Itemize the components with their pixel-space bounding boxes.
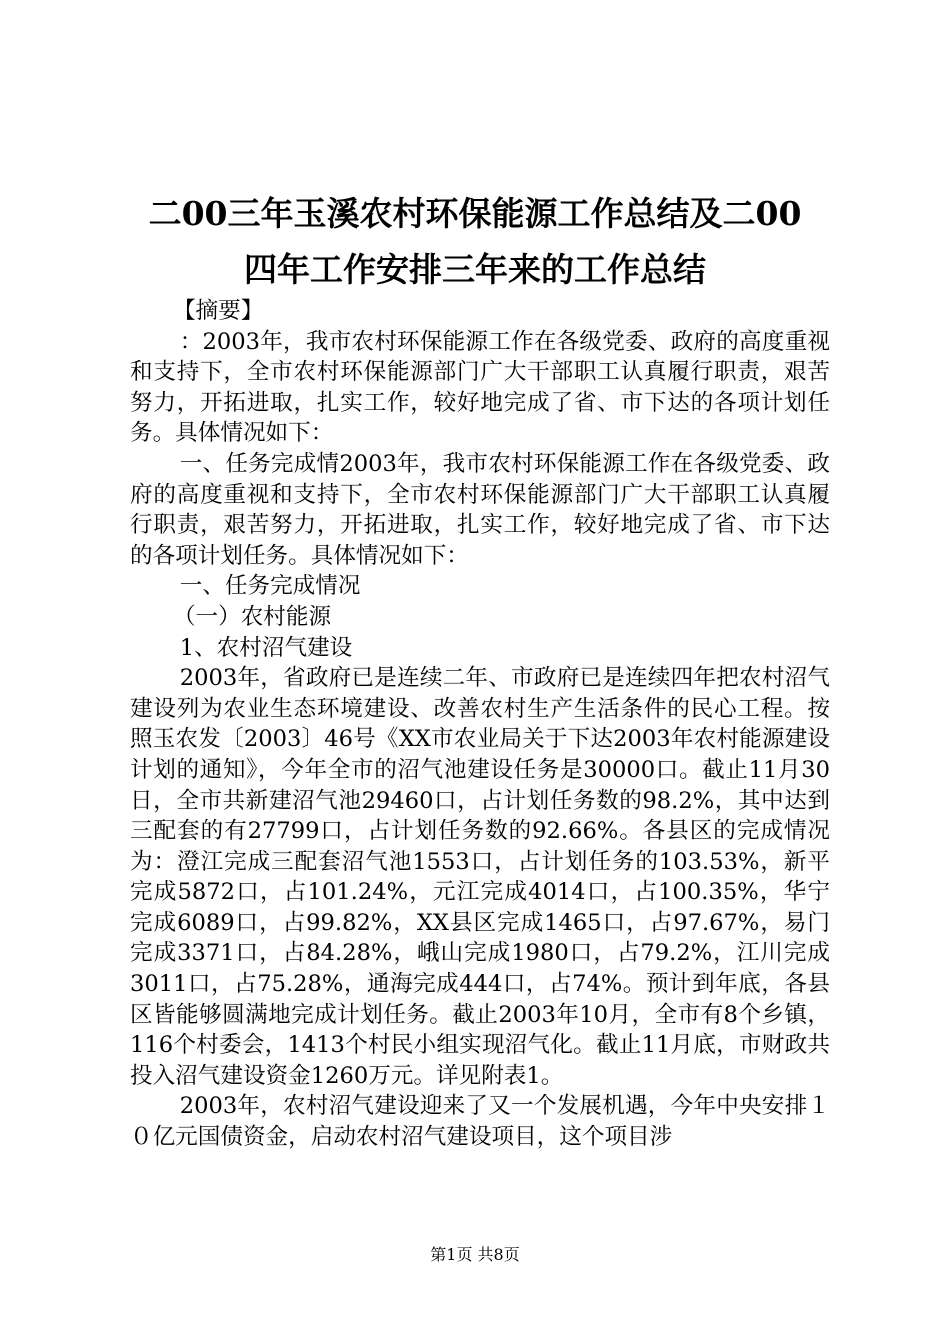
item-heading: 1、农村沼气建设: [179, 634, 353, 661]
body-paragraph: 2003年，省政府已是连续二年、市政府已是连续四年把农村沼气建设列为农业生态环境建设、改善农村生产生活条件的民心工程。按照玉农发〔2003〕46号《XX市农业局关于下达2003年农村能源建设计划的通知》，今年全市的沼气池建设任务是30000口。截止11月30日，全市共新建沼气池29460口，占计划任务数的98.2%，其中达到三配套的有27799口，占计划任务数的92.66%。各县区的完成情况为：澄江完成三配套沼气池1553口，占计划任务的103.53%，新平完成5872口，占101.24%，元江完成4014口，占100.35%，华宁完成6089口，占99.82%，XX县区完成1465口，占97.67%，易门完成3371口，占84.28%，峨山完成1980口，占79.2%，江川完成3011口，占75.28%，通海完成444口，占74%。预计到年底，各县区皆能够圆满地完成计划任务。截止2003年10月，全市有8个乡镇，116个村委会，1413个村民小组实现沼气化。截止11月底，市财政共投入沼气建设资金1260万元。详见附表1。: [130, 665, 830, 1089]
title-line-1: 二00三年玉溪农村环保能源工作总结及二00: [148, 194, 802, 233]
abstract-paragraph: ：2003年，我市农村环保能源工作在各级党委、政府的高度重视和支持下，全市农村环保能源部门广大干部职工认真履行职责，艰苦努力，开拓进取，扎实工作，较好地完成了省、市下达的各项计划任务。具体情况如下：: [130, 328, 830, 447]
section-heading: 一、任务完成情况: [179, 573, 361, 600]
abstract-heading: 【摘要】: [172, 298, 264, 324]
page-footer: 第1页 共8页: [430, 1245, 520, 1264]
subsection-heading: （一）农村能源: [172, 603, 332, 630]
document-body: [130, 296, 830, 1153]
body-paragraph: 2003年，农村沼气建设迎来了又一个发展机遇，今年中央安排１０亿元国债资金，启动农村沼气建设项目，这个项目涉: [130, 1093, 830, 1151]
body-paragraph: 一、任务完成情2003年，我市农村环保能源工作在各级党委、政府的高度重视和支持下，全市农村环保能源部门广大干部职工认真履行职责，艰苦努力，开拓进取，扎实工作，较好地完成了省、市下达的各项计划任务。具体情况如下：: [130, 450, 830, 569]
document-title: [80, 186, 870, 298]
title-line-2: 四年工作安排三年来的工作总结: [244, 250, 706, 289]
